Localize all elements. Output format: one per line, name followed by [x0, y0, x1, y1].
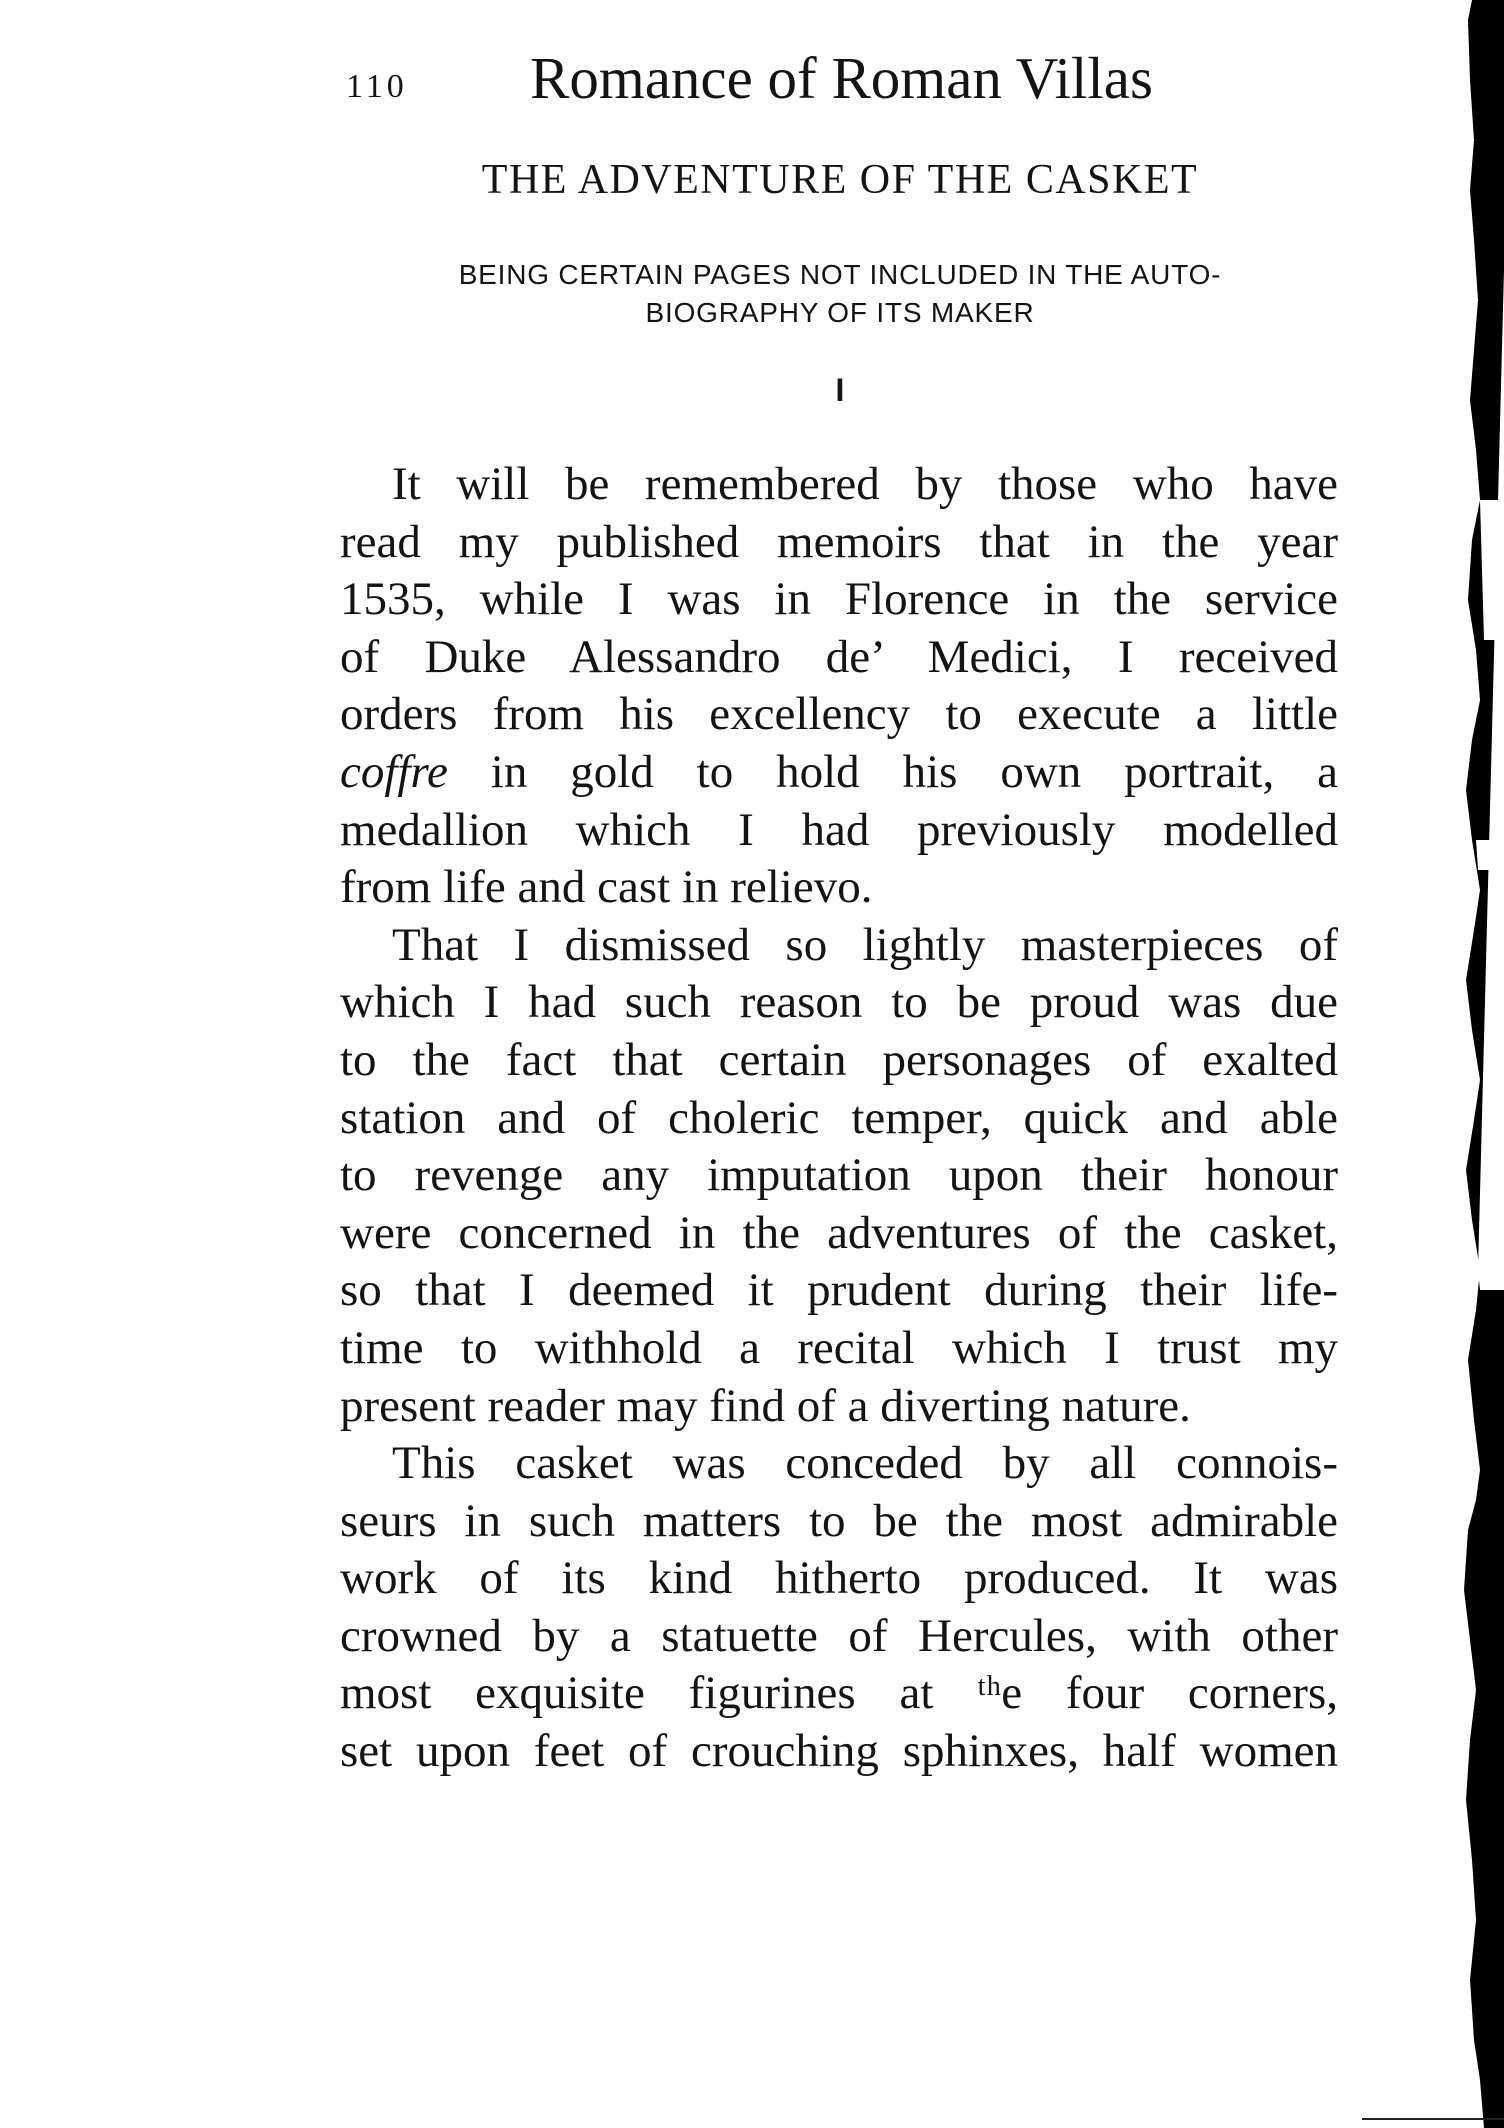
text-line: which I had such reason to be proud was due: [340, 976, 1338, 1029]
text-line: medallion which I had previously modelled: [340, 803, 1338, 856]
text-line: to revenge any imputation upon their honour: [340, 1149, 1338, 1202]
text-line: crowned by a statuette of Hercules, with other: [340, 1609, 1338, 1662]
text-fragment: in gold to hold his own portrait, a: [490, 745, 1338, 798]
text-line: time to withhold a recital which I trust my: [340, 1321, 1338, 1374]
chapter-subtitle: [340, 256, 1340, 332]
text-line: This casket was conceded by all connois-: [392, 1437, 1338, 1490]
text-line: work of its kind hitherto produced. It was: [340, 1552, 1338, 1605]
body-text: [340, 456, 1338, 1781]
chapter-title: THE ADVENTURE OF THE CASKET: [481, 157, 1199, 203]
text-line: so that I deemed it prudent during their life-: [340, 1264, 1338, 1317]
text-line: seurs in such matters to be the most admirable: [340, 1494, 1338, 1547]
text-line: It will be remembered by those who have: [392, 458, 1338, 510]
text-line: That I dismissed so lightly masterpieces of: [392, 918, 1338, 971]
text-line: of Duke Alessandro de’ Medici, I received: [340, 630, 1338, 683]
text-line: 1535, while I was in Florence in the service: [340, 573, 1338, 626]
text-line: set upon feet of crouching sphinxes, half women: [340, 1725, 1338, 1778]
scanned-page-edge-shadow: [1384, 0, 1504, 2128]
book-title: Romance of Roman Villas: [530, 45, 1153, 111]
subtitle-line: BEING CERTAIN PAGES NOT INCLUDED IN THE AUTO-: [458, 259, 1222, 290]
text-line: [340, 744, 1338, 802]
section-numeral: I: [835, 372, 845, 408]
bottom-rule: [1362, 2118, 1504, 2120]
subtitle-line: BIOGRAPHY OF ITS MAKER: [645, 297, 1035, 328]
text-line: present reader may find of a diverting nature.: [340, 1379, 1191, 1432]
text-line: to the fact that certain personages of exalted: [340, 1033, 1338, 1086]
text-line: orders from his excellency to execute a little: [340, 688, 1338, 741]
italic-word: coffre: [340, 745, 448, 798]
text-line: read my published memoirs that in the year: [340, 515, 1338, 568]
page-number: 110: [346, 68, 408, 105]
text-line: most exquisite figurines at ᵗʰe four corners,: [340, 1667, 1338, 1720]
text-line: station and of choleric temper, quick and able: [340, 1091, 1338, 1144]
text-line: were concerned in the adventures of the casket,: [340, 1206, 1338, 1259]
text-line: from life and cast in relievo.: [340, 861, 873, 914]
running-head: [340, 44, 1340, 124]
